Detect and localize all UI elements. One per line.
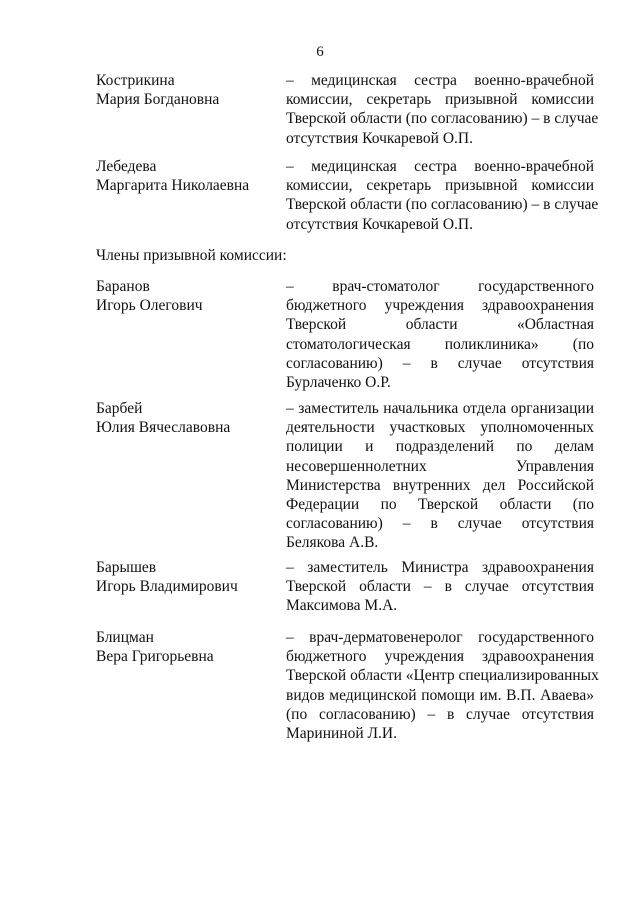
member-name — [96, 71, 276, 109]
member-position — [286, 71, 599, 148]
position-line: несовершеннолетних Управления — [286, 457, 594, 475]
position-line: Тверской области «Областная — [286, 316, 594, 334]
position-line: – медицинская сестра военно-врачебной — [286, 72, 594, 89]
position-line: Тверской области (по согласованию) – в случае — [286, 196, 599, 214]
member-position — [286, 157, 599, 234]
member-surname: Барышев — [96, 559, 157, 576]
position-line: Марининой Л.И. — [286, 725, 397, 743]
position-line: полиции и подразделений по делам — [286, 438, 594, 456]
member-given-names: Мария Богдановна — [96, 91, 220, 109]
position-line: Тверской области «Центр специализированных — [286, 667, 599, 685]
member-surname: Лебедева — [96, 158, 157, 175]
position-line: видов медицинской помощи им. В.П. Аваева» — [286, 686, 594, 704]
position-line: отсутствия Кочкаревой О.П. — [286, 215, 473, 233]
member-given-names: Вера Григорьевна — [96, 648, 214, 666]
position-line: согласованию) – в случае отсутствия — [286, 354, 594, 372]
position-line: – заместитель начальника отдела организации — [286, 400, 594, 417]
position-line: Максимова М.А. — [286, 597, 398, 615]
position-line: (по согласованию) – в случае отсутствия — [286, 705, 594, 723]
position-line: Федерации по Тверской области (по — [286, 496, 594, 514]
member-surname: Блицман — [96, 629, 154, 646]
position-line: отсутствия Кочкаревой О.П. — [286, 129, 473, 147]
position-line: согласованию) – в случае отсутствия — [286, 515, 594, 533]
position-line: комиссии, секретарь призывной комиссии — [286, 91, 594, 109]
position-line: – врач-стоматолог государственного — [286, 278, 594, 295]
position-line: деятельности участковых уполномоченных — [286, 419, 594, 437]
position-line: – заместитель Министра здравоохранения — [286, 559, 594, 576]
position-line: Тверской области – в случае отсутствия — [286, 578, 594, 596]
member-position — [286, 628, 599, 743]
member-surname: Баранов — [96, 278, 150, 295]
page-number: 6 — [316, 44, 324, 60]
position-line: – медицинская сестра военно-врачебной — [286, 158, 594, 175]
member-name — [96, 628, 276, 666]
member-name — [96, 277, 276, 315]
position-line: комиссии, секретарь призывной комиссии — [286, 177, 594, 195]
position-line: стоматологическая поликлиника» (по — [286, 335, 594, 353]
member-position — [286, 558, 594, 616]
member-name — [96, 157, 276, 195]
member-position — [286, 277, 594, 392]
member-position — [286, 399, 594, 553]
member-given-names: Игорь Владимирович — [96, 578, 238, 596]
member-surname: Барбей — [96, 400, 143, 417]
member-given-names: Маргарита Николаевна — [96, 177, 250, 195]
member-given-names: Игорь Олегович — [96, 297, 203, 315]
member-given-names: Юлия Вячеславовна — [96, 419, 231, 437]
position-line: бюджетного учреждения здравоохранения — [286, 648, 594, 666]
position-line: Бурлаченко О.Р. — [286, 374, 391, 392]
member-name — [96, 399, 276, 437]
member-surname: Кострикина — [96, 72, 175, 89]
position-line: – врач-дерматовенеролог государственного — [286, 629, 594, 646]
position-line: бюджетного учреждения здравоохранения — [286, 297, 594, 315]
section-heading: Члены призывной комиссии: — [96, 247, 287, 264]
member-name — [96, 558, 276, 596]
position-line: Тверской области (по согласованию) – в случае — [286, 110, 599, 128]
position-line: Белякова А.В. — [286, 534, 379, 552]
position-line: Министерства внутренних дел Российской — [286, 476, 594, 494]
